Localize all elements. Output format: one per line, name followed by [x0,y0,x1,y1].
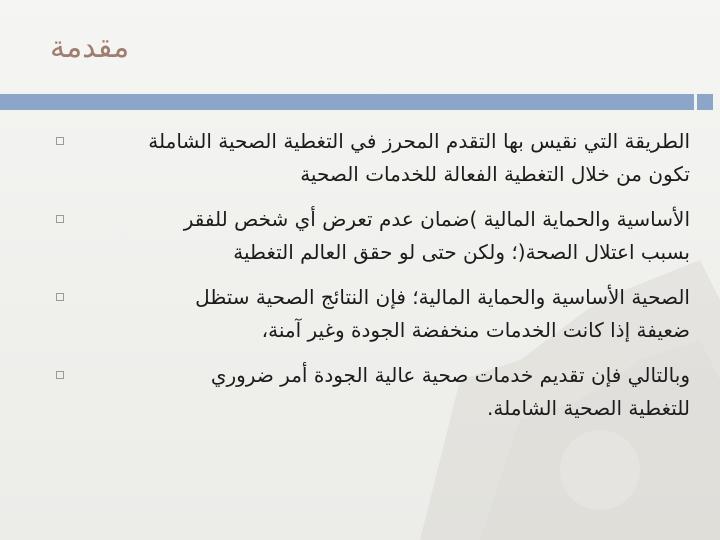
bullet-line: تكون من خلال التغطية الفعالة للخدمات الصحية [300,162,690,186]
slide-title: مقدمة [50,30,130,65]
bullet-line: الأساسية والحماية المالية )ضمان عدم تعرض أي شخص للفقر [183,207,690,231]
title-divider-square [697,94,713,110]
square-bullet-icon [56,371,64,379]
square-bullet-icon [56,137,64,145]
square-bullet-icon [56,293,64,301]
bullet-line: الطريقة التي نقيس بها التقدم المحرز في التغطية الصحية الشاملة [148,129,690,153]
bullet-item [50,359,690,425]
bullet-line: وبالتالي فإن تقديم خدمات صحية عالية الجودة أمر ضروري [210,363,690,387]
bullet-line: الصحية الأساسية والحماية المالية؛ فإن النتائج الصحية ستظل [195,285,690,309]
bullet-list [50,125,690,437]
square-bullet-icon [56,215,64,223]
bullet-item [50,203,690,269]
bullet-item [50,281,690,347]
bullet-line: بسبب اعتلال الصحة(؛ ولكن حتى لو حقق العالم التغطية [233,240,690,264]
bullet-line: للتغطية الصحية الشاملة. [487,396,690,420]
bullet-line: ضعيفة إذا كانت الخدمات منخفضة الجودة وغير آمنة، [261,318,690,342]
title-divider-bar [0,94,694,110]
bullet-item [50,125,690,191]
